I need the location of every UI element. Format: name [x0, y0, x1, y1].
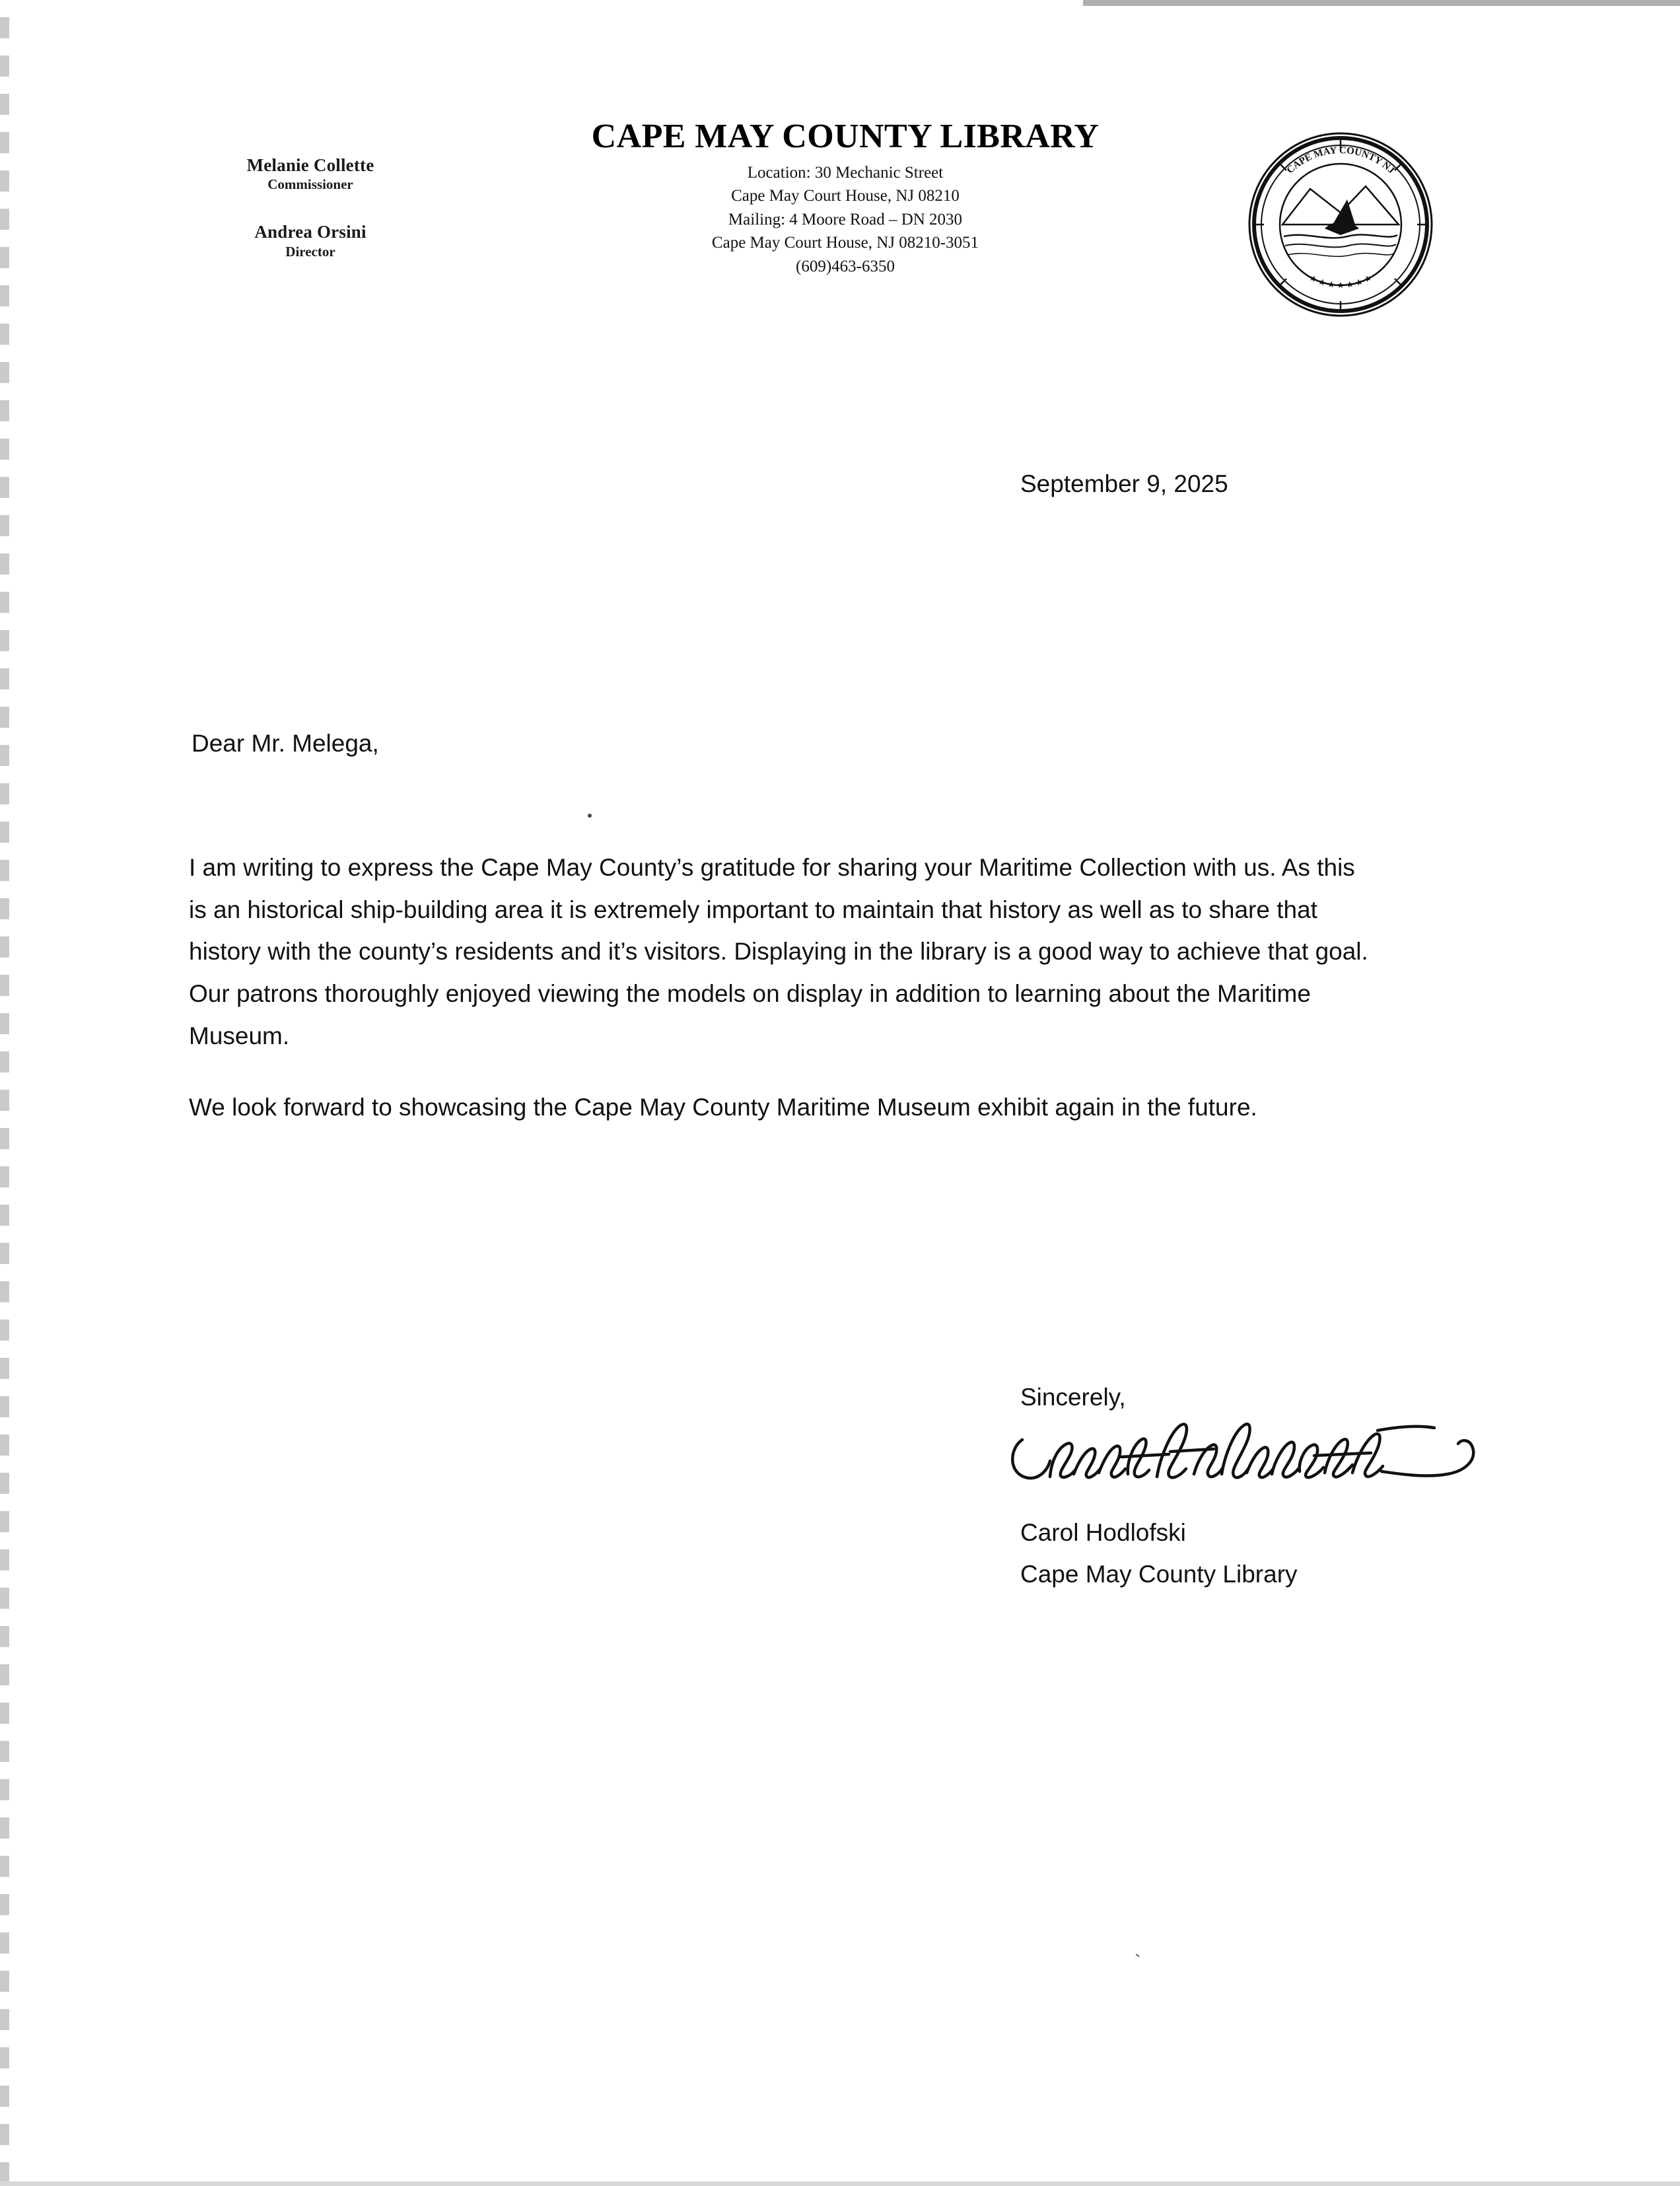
official-2: [158, 222, 462, 260]
phone-number: (609)463-6350: [796, 257, 895, 275]
body-paragraph-2: We look forward to showcasing the Cape May County Maritime Museum exhibit again in the future.: [189, 1094, 1257, 1121]
address-line: Mailing: 4 Moore Road – DN 2030: [728, 210, 963, 229]
scan-speck: [588, 814, 592, 818]
organization-address: [462, 161, 1228, 279]
closing: Sincerely,: [1020, 1384, 1126, 1411]
official-1-name: Melanie Collette: [246, 155, 374, 175]
svg-text:★ ★ ★ ★ ★ ★ ★: ★ ★ ★ ★ ★ ★ ★: [1308, 272, 1374, 290]
body-paragraph-1: I am writing to express the Cape May County’s gratitude for sharing your Maritime Collection with us. As this is an historical ship-building area it is extremely important to maintain that history as well as to share that history with the county’s residents and it’s visitors. Displaying in the library is a good way to achieve that goal. Our patrons thoroughly enjoyed viewing the models on display in addition to learning about the Maritime Museum.: [189, 854, 1368, 1049]
official-1-role: Commissioner: [267, 176, 353, 193]
official-2-role: Director: [285, 243, 335, 260]
official-1: [158, 155, 462, 193]
letter-date: September 9, 2025: [1020, 470, 1228, 497]
official-2-name: Andrea Orsini: [254, 222, 367, 242]
salutation: Dear Mr. Melega,: [192, 730, 379, 757]
letterhead-org-block: [462, 119, 1228, 278]
svg-text:CAPE MAY COUNTY NJ: CAPE MAY COUNTY NJ: [1284, 145, 1397, 176]
letterhead: [0, 119, 1680, 343]
signature-image: [1004, 1413, 1519, 1499]
signer-name: Carol Hodlofski: [1020, 1519, 1186, 1546]
address-line: Cape May Court House, NJ 08210-3051: [711, 234, 979, 252]
scan-edge-top: [1083, 0, 1680, 6]
organization-title: CAPE MAY COUNTY LIBRARY: [591, 118, 1100, 155]
county-seal-icon: [1242, 125, 1440, 324]
letterhead-officials: [158, 155, 462, 260]
address-line: Location: 30 Mechanic Street: [747, 163, 944, 182]
address-line: Cape May Court House, NJ 08210: [731, 187, 960, 205]
page-footer-mark: `: [1135, 1952, 1141, 1973]
scan-edge-bottom: [0, 2181, 1680, 2186]
signer-organization: Cape May County Library: [1020, 1561, 1298, 1588]
